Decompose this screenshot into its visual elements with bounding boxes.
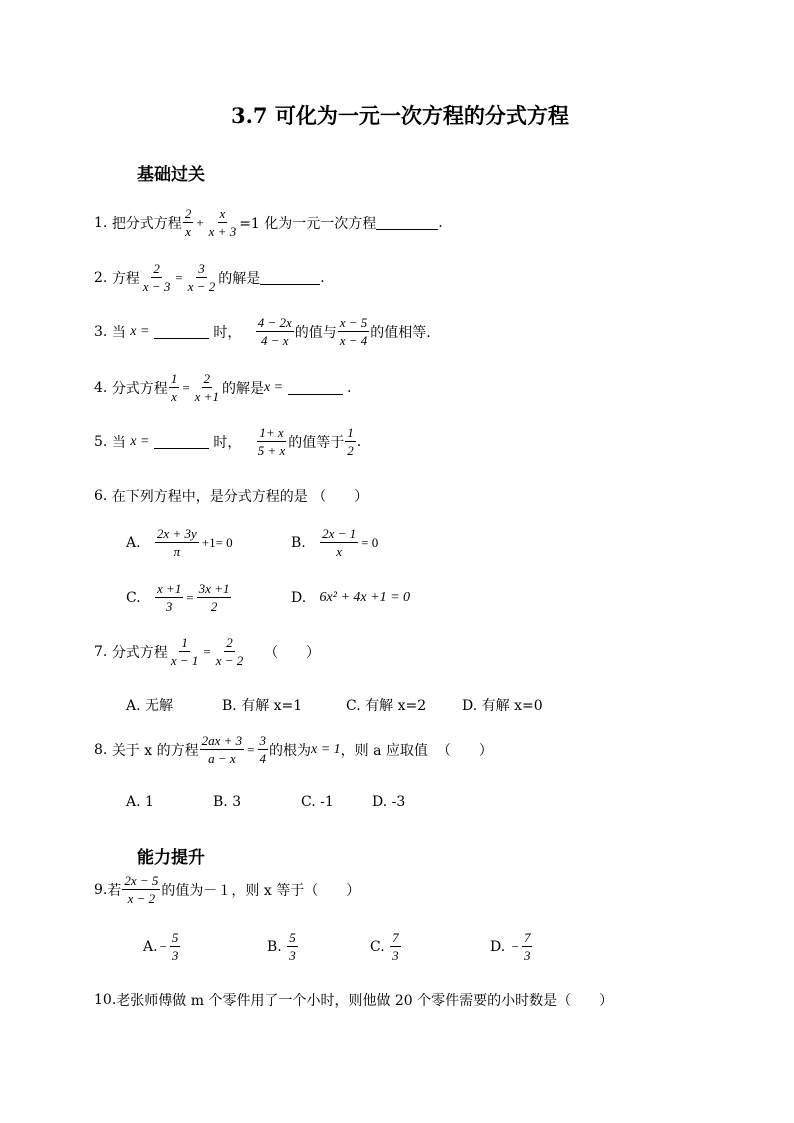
- denominator: 4: [259, 751, 266, 766]
- option-b[interactable]: B. 3: [213, 794, 242, 810]
- question-number: 8.: [94, 741, 108, 758]
- fraction: [256, 315, 294, 348]
- denominator: x − 2: [127, 891, 156, 906]
- numerator: x: [219, 206, 226, 221]
- option-label: C.: [126, 589, 141, 606]
- numerator: 1+ x: [259, 425, 284, 440]
- fraction: [193, 371, 221, 404]
- option-a[interactable]: A. 无解: [126, 698, 174, 714]
- numerator: 1: [170, 371, 178, 386]
- denominator: x: [171, 389, 177, 404]
- option-a[interactable]: [143, 930, 181, 963]
- fraction: [169, 371, 180, 404]
- option-c[interactable]: [126, 581, 232, 614]
- operator: =: [175, 269, 183, 285]
- question-text: 当: [111, 434, 126, 451]
- numerator: 2ax + 3: [201, 733, 243, 748]
- fraction: [169, 635, 201, 668]
- answer-blank[interactable]: [260, 270, 320, 285]
- question-text: 的根为: [269, 742, 311, 759]
- option-c[interactable]: [370, 930, 402, 963]
- question-text: 当: [111, 324, 126, 341]
- numerator: 1: [181, 635, 188, 650]
- question-number: 3.: [94, 323, 108, 340]
- fraction: [155, 581, 183, 614]
- denominator: 3: [165, 599, 173, 614]
- denominator: x: [185, 224, 191, 239]
- fraction: [197, 581, 232, 614]
- answer-blank[interactable]: [376, 215, 438, 230]
- question-text: 的解是: [218, 270, 261, 287]
- question-text: 老张师傅做 m 个零件用了一个小时，则他做 20 个零件需要的小时数是（ ）: [116, 993, 614, 1009]
- question-4: [94, 371, 351, 404]
- question-number: 5.: [94, 433, 108, 450]
- denominator: 3: [171, 948, 179, 963]
- numerator: 2x − 1: [322, 526, 357, 541]
- operator: =: [247, 741, 255, 757]
- question-number: 1.: [94, 214, 108, 231]
- question-6: [94, 486, 368, 506]
- denominator: x − 2: [187, 279, 216, 294]
- denominator: x − 3: [142, 279, 171, 294]
- denominator: 3: [392, 948, 399, 963]
- numerator: 2: [203, 371, 211, 386]
- option-label: D.: [490, 938, 506, 955]
- answer-paren[interactable]: （ ）: [264, 644, 321, 661]
- section-heading-advanced: 能力提升: [137, 848, 205, 868]
- question-number: 2.: [94, 269, 108, 286]
- option-d[interactable]: [291, 590, 410, 606]
- question-text: 的值等于: [288, 434, 345, 451]
- question-text: 的值为－１，则 x 等于（ ）: [161, 882, 361, 899]
- fraction: [155, 526, 199, 559]
- denominator: 4 − x: [260, 333, 289, 348]
- variable: x =: [130, 433, 150, 449]
- denominator: a − x: [208, 751, 236, 766]
- variable: x =: [263, 379, 284, 395]
- answer-blank[interactable]: [154, 324, 209, 339]
- answer-blank[interactable]: [154, 434, 209, 449]
- fraction: [183, 206, 194, 239]
- operator: =: [182, 379, 190, 395]
- question-text: 若: [107, 882, 122, 899]
- page-title: 3.7 可化为一元一次方程的分式方程: [231, 103, 569, 128]
- numerator: x − 5: [339, 315, 368, 330]
- question-text: 关于 x 的方程: [111, 742, 199, 759]
- question-text: 在下列方程中，是分式方程的是: [111, 489, 308, 505]
- question-text: 分式方程: [111, 644, 168, 661]
- denominator: x − 2: [215, 653, 244, 668]
- variable: x = 1: [311, 741, 341, 757]
- option-a[interactable]: A. 1: [126, 794, 154, 810]
- question-text: 的解是: [221, 380, 264, 397]
- answer-paren[interactable]: （ ）: [312, 489, 369, 505]
- option-label: B.: [291, 534, 306, 551]
- numerator: 3: [198, 261, 205, 276]
- option-label: C.: [370, 938, 385, 955]
- denominator: x − 4: [339, 333, 368, 348]
- period: .: [347, 379, 352, 396]
- variable: x =: [130, 323, 150, 339]
- fraction: [207, 206, 239, 239]
- section-heading-basic: 基础过关: [137, 165, 205, 185]
- expression: 6x² + 4x +1 = 0: [319, 590, 411, 605]
- denominator: 3: [289, 948, 296, 963]
- operator: =: [203, 643, 211, 659]
- option-d[interactable]: D. -3: [372, 794, 406, 810]
- sign: −: [511, 938, 519, 954]
- denominator: 3: [523, 948, 531, 963]
- numerator: 7: [523, 930, 531, 945]
- numerator: 2: [226, 635, 233, 650]
- fraction: [390, 930, 401, 963]
- answer-blank[interactable]: [288, 380, 343, 395]
- fraction: [141, 261, 173, 294]
- question-text: 的值与: [294, 324, 337, 341]
- numerator: 5: [171, 930, 179, 945]
- numerator: x +1: [157, 581, 182, 596]
- period: .: [356, 433, 362, 450]
- question-text: 把分式方程: [111, 215, 182, 232]
- fraction: [320, 526, 358, 559]
- fraction: [256, 425, 288, 458]
- numerator: 3: [259, 733, 266, 748]
- option-b[interactable]: [267, 930, 299, 963]
- period: .: [320, 269, 325, 286]
- numerator: 2x − 5: [124, 873, 159, 888]
- question-text: 时，: [213, 324, 242, 341]
- question-7: [94, 635, 320, 668]
- denominator: x − 1: [170, 653, 199, 668]
- fraction: [258, 733, 269, 766]
- question-2: [94, 261, 325, 294]
- period: .: [438, 214, 443, 231]
- question-text: 分式方程: [111, 380, 168, 397]
- numerator: 7: [392, 930, 399, 945]
- question-text: 方程: [111, 270, 140, 287]
- denominator: 2: [347, 443, 354, 458]
- numerator: 4 − 2x: [257, 315, 292, 330]
- question-number: 10.: [94, 992, 117, 1008]
- option-b[interactable]: [291, 526, 380, 559]
- numerator: 5: [289, 930, 296, 945]
- fraction: [345, 425, 356, 458]
- denominator: x +1: [194, 389, 219, 404]
- question-text: ，则 a 应取值: [340, 742, 428, 759]
- numerator: 3x +1: [198, 581, 230, 596]
- question-number: 9.: [94, 881, 108, 898]
- numerator: 2x + 3y: [156, 526, 197, 541]
- numerator: 2: [153, 261, 160, 276]
- denominator: 5 + x: [257, 443, 286, 458]
- fraction: [338, 315, 370, 348]
- numerator: 1: [347, 425, 354, 440]
- question-10: [94, 990, 613, 1010]
- denominator: x + 3: [208, 224, 237, 239]
- question-number: 7.: [94, 643, 108, 660]
- fraction: [522, 930, 533, 963]
- question-number: 4.: [94, 379, 108, 396]
- numerator: 2: [184, 206, 192, 221]
- fraction: [170, 930, 181, 963]
- fraction: [214, 635, 246, 668]
- denominator: x: [336, 544, 343, 559]
- question-1: [94, 206, 443, 239]
- fraction: [186, 261, 218, 294]
- question-number: 6.: [94, 488, 108, 504]
- option-b[interactable]: B. 有解 x=1: [222, 698, 303, 714]
- option-label: A.: [143, 938, 158, 955]
- operator: +: [196, 214, 204, 230]
- option-label: A.: [126, 534, 141, 551]
- question-9: [94, 873, 360, 906]
- option-label: D.: [291, 590, 307, 606]
- question-text: 时，: [213, 434, 242, 451]
- option-d[interactable]: [490, 930, 533, 963]
- option-label: B.: [267, 938, 282, 955]
- sign: −: [159, 938, 167, 954]
- answer-paren[interactable]: （ ）: [436, 742, 493, 759]
- denominator: π: [173, 544, 181, 559]
- fraction: [200, 733, 245, 766]
- fraction: [122, 873, 160, 906]
- option-d[interactable]: D. 有解 x=0: [462, 698, 543, 714]
- question-text: =1 化为一元一次方程: [239, 215, 377, 232]
- question-5: [94, 425, 361, 458]
- question-3: [94, 315, 431, 348]
- denominator: 2: [210, 599, 218, 614]
- question-8: [94, 733, 493, 766]
- expression: = 0: [361, 534, 379, 550]
- fraction: [287, 930, 298, 963]
- question-text: 的值相等.: [370, 324, 431, 341]
- option-c[interactable]: C. 有解 x=2: [346, 698, 427, 714]
- option-a[interactable]: [126, 526, 235, 559]
- operator: =: [186, 589, 194, 605]
- expression: +1= 0: [201, 534, 233, 550]
- option-c[interactable]: C. -1: [301, 794, 334, 810]
